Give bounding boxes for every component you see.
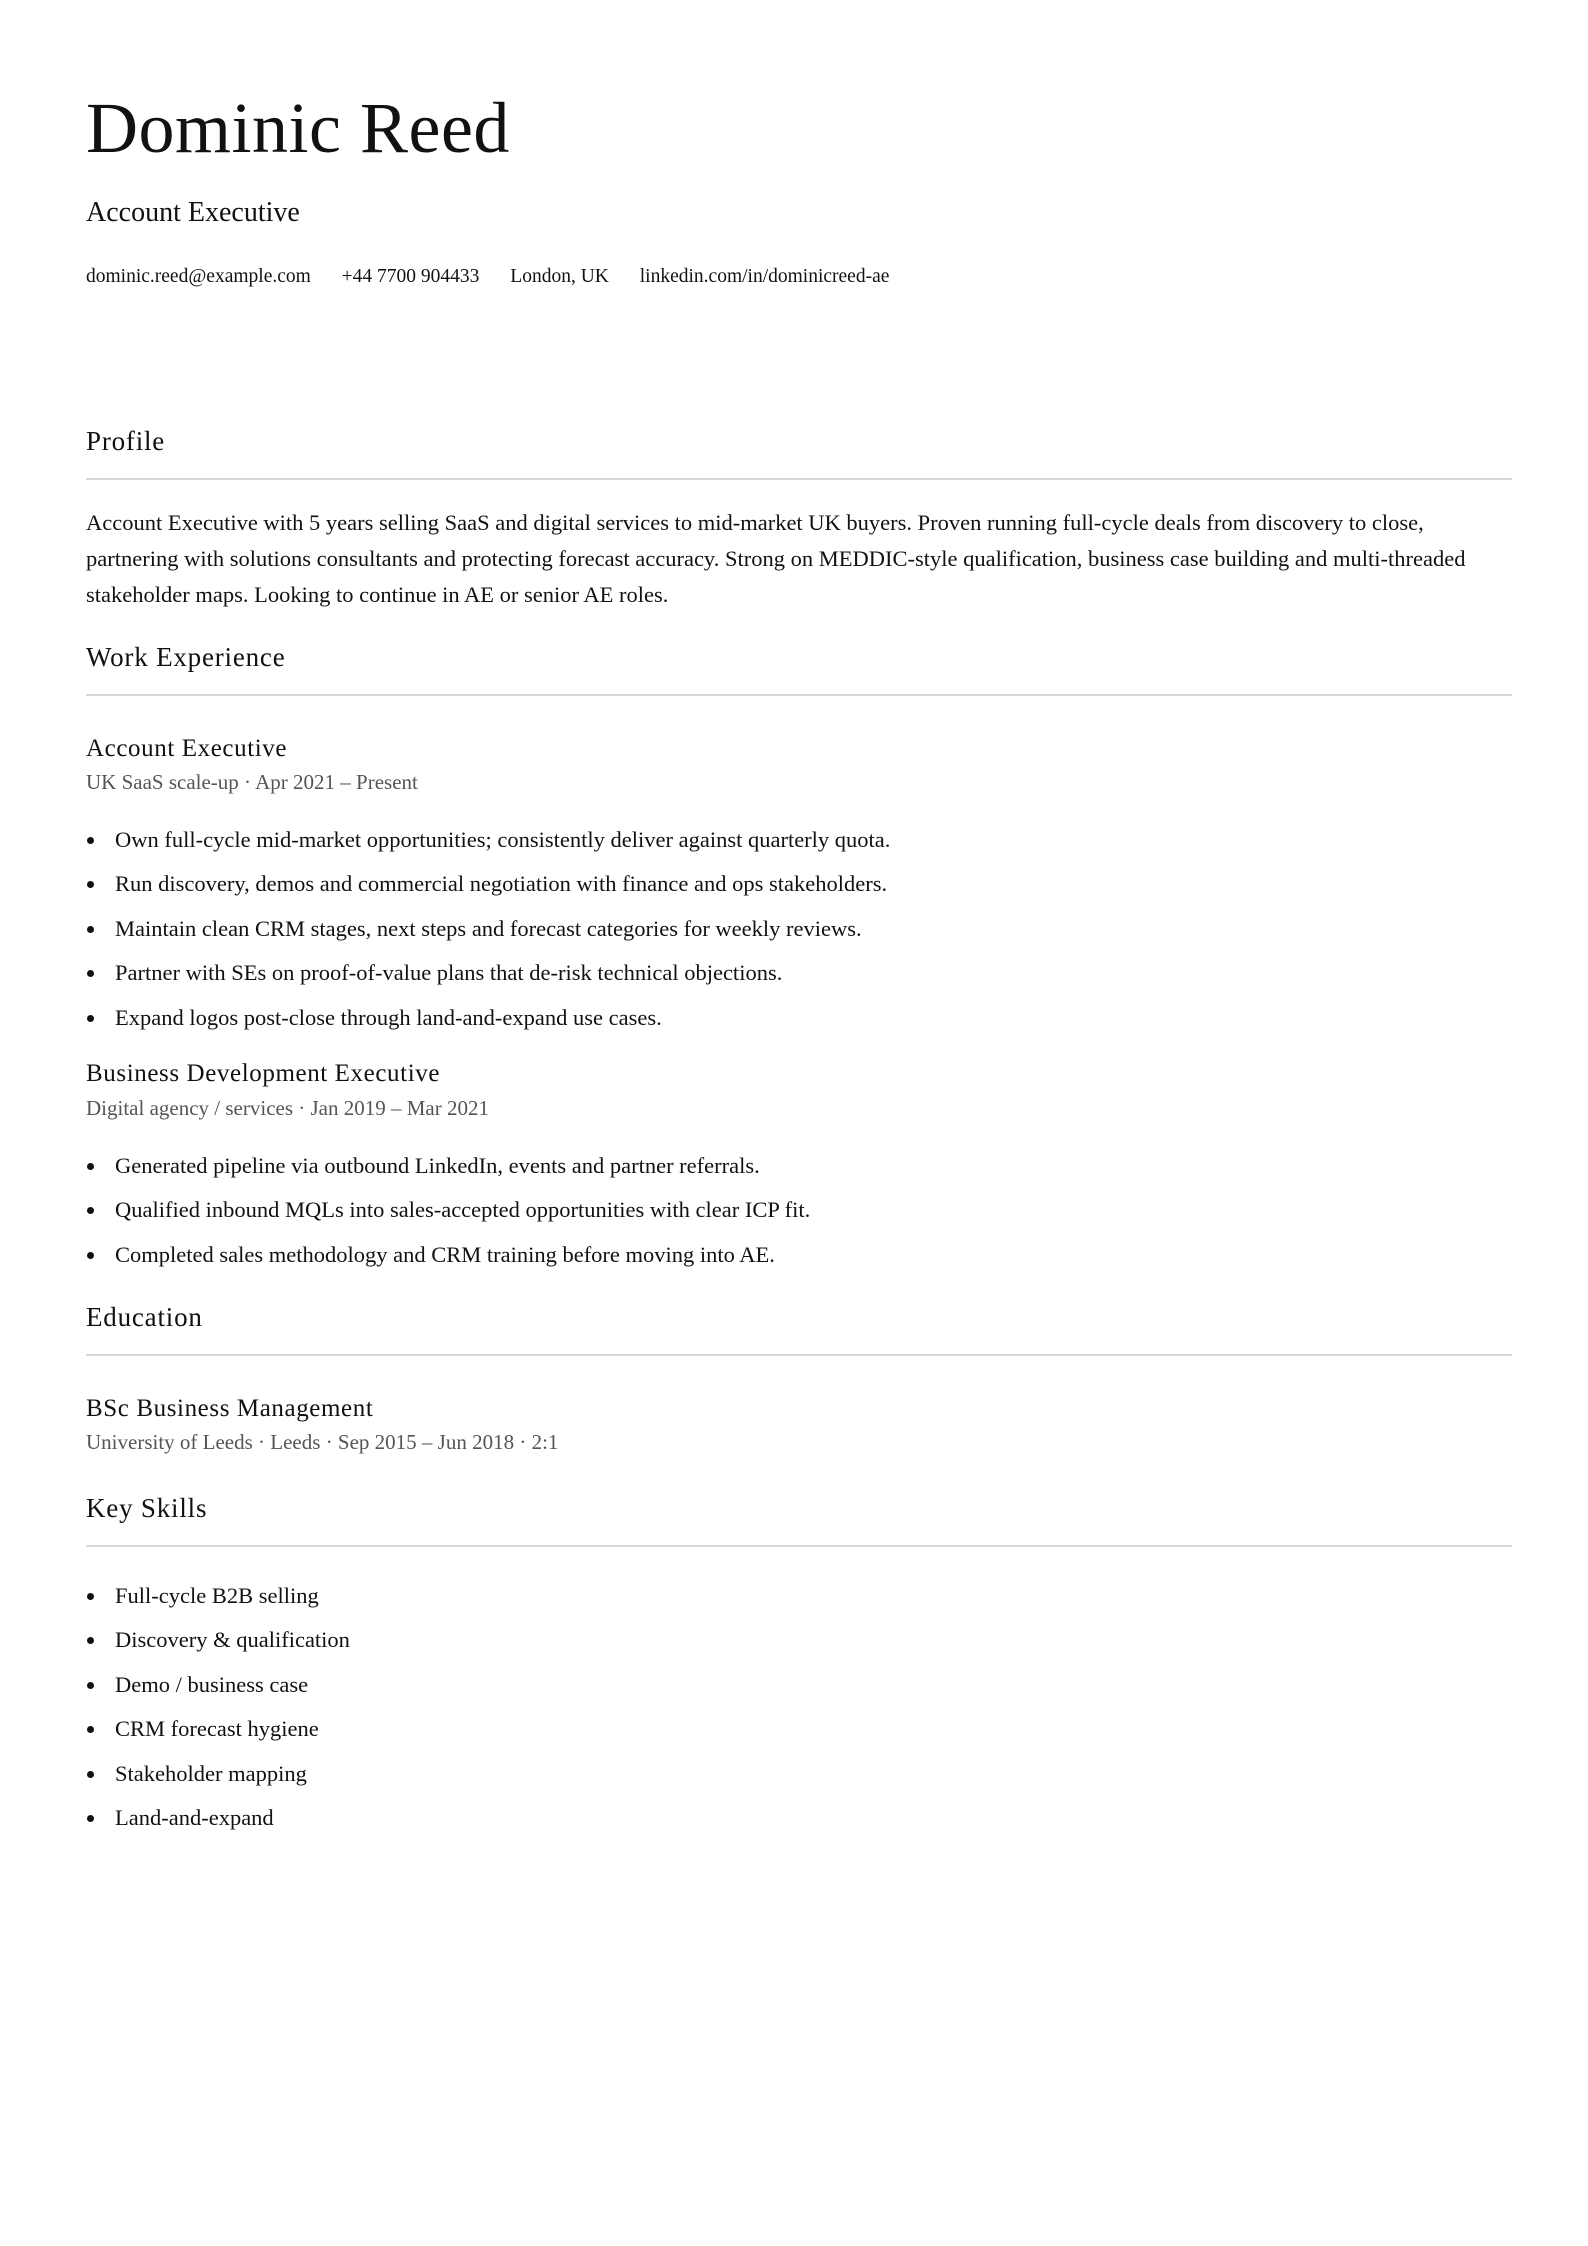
contact-line xyxy=(86,265,915,288)
contact-phone: +44 7700 904433 xyxy=(341,266,480,287)
section-title-experience: Work Experience xyxy=(86,642,286,672)
job-meta: Digital agency / services · Jan 2019 – Mar 2021 xyxy=(86,1096,489,1120)
list-item: Qualified inbound MQLs into sales-accepted opportunities with clear ICP fit. xyxy=(86,1188,1512,1232)
job-bullets xyxy=(86,1144,1512,1277)
section-header-skills xyxy=(86,1492,1512,1547)
section-header-profile xyxy=(86,425,1512,480)
education-meta: University of Leeds · Leeds · Sep 2015 – Jun 2018 · 2:1 xyxy=(86,1430,559,1454)
list-item: Completed sales methodology and CRM training before moving into AE. xyxy=(86,1233,1512,1277)
candidate-title: Account Executive xyxy=(86,197,300,228)
contact-location: London, UK xyxy=(510,266,609,287)
list-item: Land-and-expand xyxy=(86,1796,1512,1840)
list-item: Discovery & qualification xyxy=(86,1618,1512,1662)
list-item: Partner with SEs on proof-of-value plans that de-risk technical objections. xyxy=(86,951,1512,995)
section-header-education xyxy=(86,1301,1512,1356)
list-item: Own full-cycle mid-market opportunities; consistently deliver against quarterly quota. xyxy=(86,818,1512,862)
section-header-experience xyxy=(86,641,1512,696)
list-item: Maintain clean CRM stages, next steps and forecast categories for weekly reviews. xyxy=(86,907,1512,951)
list-item: Expand logos post-close through land-and-expand use cases. xyxy=(86,996,1512,1040)
candidate-name: Dominic Reed xyxy=(86,88,510,168)
profile-summary: Account Executive with 5 years selling SaaS and digital services to mid-market UK buyers. Proven running full-cycle deals from discovery to close, partnering with solutions consultants and protecting forecast accuracy. Strong on MEDDIC-style qualification, business case building and multi-threaded stakeholder maps. Looking to continue in AE or senior AE roles. xyxy=(86,510,1466,607)
section-title-profile: Profile xyxy=(86,426,166,456)
contact-linkedin: linkedin.com/in/dominicreed-ae xyxy=(639,266,890,287)
contact-email: dominic.reed@example.com xyxy=(86,266,311,287)
list-item: CRM forecast hygiene xyxy=(86,1707,1512,1751)
section-title-skills: Key Skills xyxy=(86,1493,208,1523)
degree-title: BSc Business Management xyxy=(86,1395,374,1422)
list-item: Run discovery, demos and commercial negotiation with finance and ops stakeholders. xyxy=(86,862,1512,906)
list-item: Full-cycle B2B selling xyxy=(86,1574,1512,1618)
job-title: Business Development Executive xyxy=(86,1060,441,1087)
list-item: Generated pipeline via outbound LinkedIn, events and partner referrals. xyxy=(86,1144,1512,1188)
list-item: Demo / business case xyxy=(86,1663,1512,1707)
skills-list xyxy=(86,1574,1512,1840)
job-title: Account Executive xyxy=(86,735,288,762)
list-item: Stakeholder mapping xyxy=(86,1752,1512,1796)
section-title-education: Education xyxy=(86,1302,203,1332)
job-meta: UK SaaS scale-up · Apr 2021 – Present xyxy=(86,770,418,794)
job-bullets xyxy=(86,818,1512,1040)
